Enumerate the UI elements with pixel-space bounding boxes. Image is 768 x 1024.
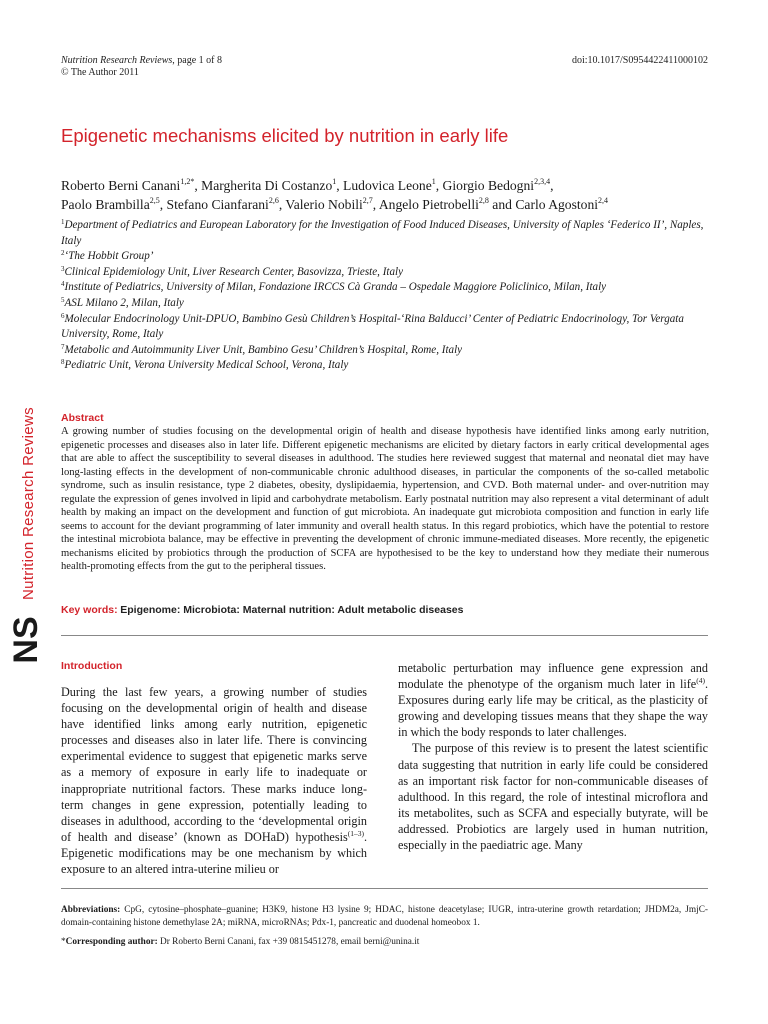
citation[interactable]: (1–3) <box>347 828 364 838</box>
affiliation: $^7$Metabolic and Autoimmunity Liver Unit, Bambino Gesu’ Children’s Hospital, Rome, Italy <box>61 342 463 356</box>
affiliation: $^4$Institute of Pediatrics, University of Milan, Fondazione IRCCS Cà Granda – Ospedale Maggiore Policlinico, Milan, Italy <box>61 280 607 294</box>
keywords-value: Epigenome: Microbiota: Maternal nutrition: Adult metabolic diseases <box>120 604 464 616</box>
affiliation-list <box>61 218 721 374</box>
author-sup: 1 <box>332 177 337 186</box>
author: Ludovica Leone <box>343 178 432 193</box>
author: Valerio Nobili <box>285 197 363 212</box>
side-journal-name: Nutrition Research Reviews <box>20 407 37 600</box>
author-sup: 1,2* <box>180 177 195 186</box>
abbreviations-footnote: Abbreviations: CpG, cytosine–phosphate–guanine; H3K9, histone H3 lysine 9; HDAC, histone deacetylase; IUGR, intra-uterine growth retardation; JHDM2a, JmjC-domain-containing histone demethylase 2A; miRNA, microRNAs; Pdx-1, pancreatic and duodenal homeobox 1. <box>61 905 708 928</box>
ns-logo-text: NS <box>7 616 45 664</box>
author: Roberto Berni Canani <box>61 178 181 193</box>
corresponding-author-footnote: *Corresponding author: Dr Roberto Berni Canani, fax +39 0815451278, email berni@unina.it <box>61 937 420 947</box>
copyright: © The Author 2011 <box>61 67 139 78</box>
author: Paolo Brambilla <box>61 197 150 212</box>
doi[interactable]: doi:10.1017/S0954422411000102 <box>571 55 708 66</box>
article-title: Epigenetic mechanisms elicited by nutrition in early life <box>61 125 509 146</box>
affiliation: $^6$Molecular Endocrinology Unit-DPUO, Bambino Gesù Children’s Hospital-‘Rina Balducci’ Center of Pediatric Endocrinology, Tor Vergata University, Rome, Italy <box>61 311 684 341</box>
author: Angelo Pietrobelli <box>378 197 479 212</box>
author-sup: 2,6 <box>268 196 279 205</box>
affiliation: $^2$‘The Hobbit Group’ <box>61 249 154 263</box>
affiliation: $^3$Clinical Epidemiology Unit, Liver Research Center, Basovizza, Trieste, Italy <box>61 264 404 278</box>
ns-logo-icon <box>6 610 46 670</box>
page-info: , page 1 of 8 <box>172 55 222 66</box>
author: Giorgio Bedogni <box>442 178 535 193</box>
author: Margherita Di Costanzo <box>201 178 333 193</box>
running-header <box>61 55 222 79</box>
body-column-right <box>398 660 708 853</box>
introduction-heading: Introduction <box>61 660 123 672</box>
abstract-text: A growing number of studies focusing on the developmental origin of health and disease hypothesis have identified links among early nutrition, epigenetic processes and diseases also in later life. Different epigenetic mechanisms are elicited by dietary factors in early critical developmental ages that are able to affect the susceptibility to several diseases in adulthood. The studies here reviewed suggest that maternal and neonatal diet may have long-lasting effects in the development of non-communicable chronic adulthood diseases, in particular the components of the so-called metabolic syndrome, such as insulin resistance, type 2 diabetes, obesity, dyslipidaemia, hypertension, and CVD. Both maternal under- and over-nutrition may regulate the expression of genes involved in lipid and carbohydrate metabolism. Early postnatal nutrition may also represent a vital determinant of adult health by making an impact on the development and function of gut microbiota. An inadequate gut microbiota composition and function in early life seems to account for the deviant programming of later immunity and overall health status. In this regard probiotics, which have the potential to restore the intestinal microbiota balance, may be effective in preventing the development of chronic immune-mediated diseases. More recently, the epigenetic mechanisms elicited by probiotics through the production of SCFA are hypothesised to be the key to understand how they mediate their numerous health-promoting effects from the gut to the peripheral tissues. <box>61 426 709 573</box>
author: Stefano Cianfarani <box>166 197 269 212</box>
abstract-heading: Abstract <box>61 412 104 424</box>
author-list: Roberto Berni Canani$^{1,2*}$, Margherita Di Costanzo$^1$, Ludovica Leone$^1$, Giorgio Bedogni$^{2,3,4}$, Paolo Brambilla$^{2,5}$, Stefano Cianfarani$^{2,6}$, Valerio Nobili$^{2,7}$, Angelo Pietrobelli$^{2,8}$ and Carlo Agostoni$^{2,4}$ <box>61 177 609 212</box>
author-sup: 2,5 <box>149 196 160 205</box>
body-column-left <box>61 684 367 877</box>
author-sup: 2,8 <box>478 196 489 205</box>
affiliation: $^1$Department of Pediatrics and European Laboratory for the Investigation of Food Induced Diseases, University of Naples ‘Federico II’, Naples, Italy <box>61 218 704 247</box>
journal-name: Nutrition Research Reviews <box>61 55 173 66</box>
abbreviations-label: Abbreviations: <box>61 905 121 915</box>
author: Carlo Agostoni <box>515 197 599 212</box>
body-paragraph: During the last few years, a growing number of studies focusing on the developmental origin of health and disease have identified links among early nutrition, epigenetic processes and diseases also in later life. There is convincing experimental evidence to suggest that epigenetic marks serve as a memory of exposure in early life to inadequate or inappropriate nutritional factors. These marks induce long-term changes in gene expression, potentially leading to diseases in adulthood, according to the ‘developmental origin of health and disease’ (known as DOHaD) hypothesis$^{(1-3)}$. Epigenetic modifications may be one mechanism by which exposure to an altered intra-uterine milieu or <box>61 685 367 877</box>
citation[interactable]: (4) <box>696 676 705 686</box>
keywords <box>61 604 721 616</box>
keywords-label: Key words: <box>61 604 118 616</box>
footnote-divider <box>61 888 708 889</box>
corresponding-author-label: Corresponding author: <box>65 937 158 947</box>
body-paragraph: metabolic perturbation may influence gene expression and modulate the phenotype of the organism much later in life$^{(4)}$. Exposures during early life may be critical, as the plasticity of growing and developing tissues means that they shape the way in which the body responds to later challenges. <box>398 661 708 740</box>
body-paragraph: The purpose of this review is to present the latest scientific data suggesting that nutrition in early life could be considered as an important risk factor for non-communicable diseases of adulthood. In this regard, the role of intestinal microflora and its metabolites, such as SCFA and especially butyrate, will be addressed. Probiotics are largely used in human nutrition, especially in the paediatric age. Many <box>398 741 708 853</box>
abstract-divider <box>61 635 708 636</box>
affiliation: $^5$ASL Milano 2, Milan, Italy <box>61 295 184 309</box>
author-sup: 2,3,4 <box>534 177 551 186</box>
author-sup: 1 <box>431 177 436 186</box>
affiliation: $^8$Pediatric Unit, Verona University Medical School, Verona, Italy <box>61 358 349 372</box>
author-sup: 2,4 <box>598 196 609 205</box>
author-sup: 2,7 <box>362 196 373 205</box>
